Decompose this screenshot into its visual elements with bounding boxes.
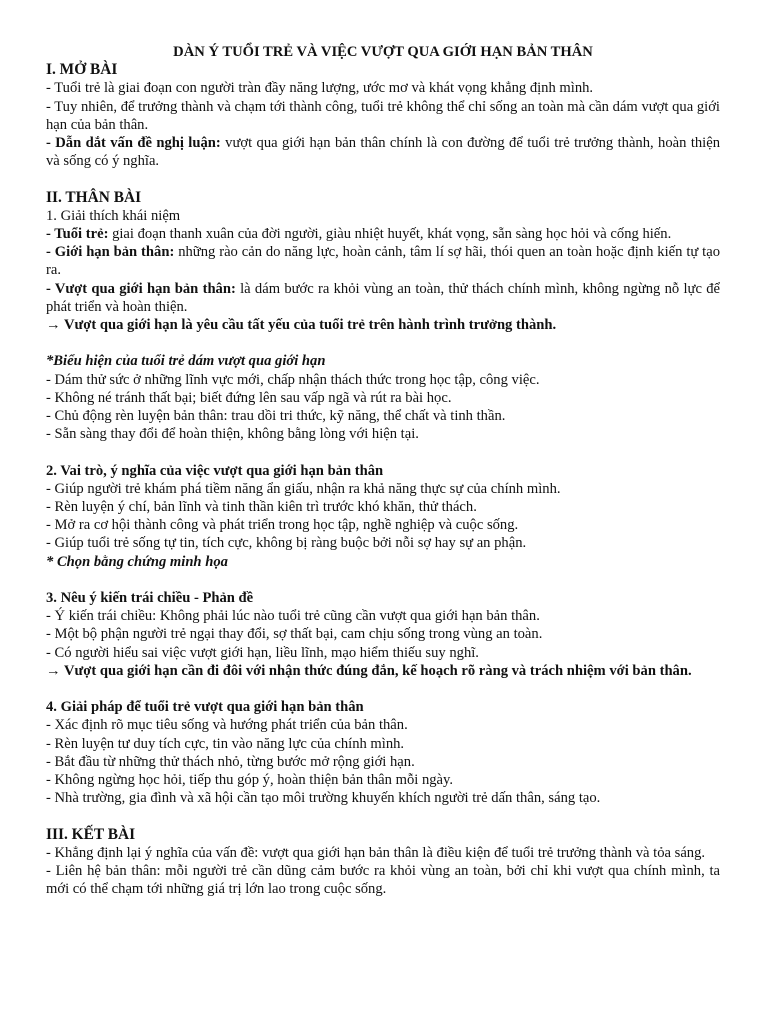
list-item: - Xác định rõ mục tiêu sống và hướng phát triển của bản thân.: [46, 717, 408, 734]
subsection-heading: *Biểu hiện của tuổi trẻ dám vượt qua giới hạn: [46, 353, 326, 370]
list-item: - Ý kiến trái chiều: Không phải lúc nào tuổi trẻ cũng cần vượt qua giới hạn bản thân.: [46, 608, 540, 625]
list-item: - Một bộ phận người trẻ ngại thay đổi, sợ thất bại, cam chịu sống trong vùng an toàn.: [46, 626, 543, 643]
paragraph: - Tuổi trẻ là giai đoạn con người tràn đầy năng lượng, ước mơ và khát vọng khẳng định mình.: [46, 80, 594, 97]
list-item: - Chủ động rèn luyện bản thân: trau dồi tri thức, kỹ năng, thể chất và tinh thần.: [46, 408, 506, 425]
list-item: - Rèn luyện tư duy tích cực, tin vào năng lực của chính mình.: [46, 735, 405, 752]
section-mo-bai: [46, 61, 720, 170]
conclusion-text: Vượt qua giới hạn là yêu cầu tất yếu của tuổi trẻ trên hành trình trưởng thành.: [60, 317, 557, 334]
list-item: - Không né tránh thất bại; biết đứng lên sau vấp ngã và rút ra bài học.: [46, 389, 452, 406]
list-item: - Không ngừng học hỏi, tiếp thu góp ý, hoàn thiện bản thân mỗi ngày.: [46, 772, 454, 789]
subsection-heading: 4. Giải pháp để tuổi trẻ vượt qua giới hạn bản thân: [46, 699, 364, 716]
list-item: - Rèn luyện ý chí, bản lĩnh và tinh thần kiên trì trước khó khăn, thử thách.: [46, 499, 477, 516]
spacer: [46, 334, 720, 352]
conclusion-text: Vượt qua giới hạn cần đi đôi với nhận thức đúng đắn, kế hoạch rõ ràng và trách nhiệm với bản thân.: [60, 662, 692, 679]
subsection-heading: 3. Nêu ý kiến trái chiều - Phản đề: [46, 590, 254, 607]
section-ket-bai: [46, 826, 720, 899]
spacer: [46, 571, 720, 589]
spacer: [46, 443, 720, 461]
paragraph: [46, 225, 720, 243]
document-title: DÀN Ý TUỔI TRẺ VÀ VIỆC VƯỢT QUA GIỚI HẠN BẢN THÂN: [173, 44, 593, 60]
paragraph-text: những rào cản do năng lực, hoàn cảnh, tâm lí sợ hãi, thói quen an toàn hoặc định kiến tự tạo ra.: [46, 244, 721, 279]
paragraph-text: vượt qua giới hạn bản thân chính là con đường để tuổi trẻ trưởng thành, hoàn thiện và sống có ý nghĩa.: [46, 135, 720, 170]
section-heading: I. MỞ BÀI: [46, 61, 118, 79]
paragraph: [46, 280, 720, 316]
list-item: - Giúp tuổi trẻ sống tự tin, tích cực, không bị ràng buộc bởi nỗi sợ hay sự an phận.: [46, 535, 527, 552]
bold-label: - Tuổi trẻ:: [46, 226, 109, 243]
list-item: - Dám thử sức ở những lĩnh vực mới, chấp nhận thách thức trong học tập, công việc.: [46, 371, 540, 388]
paragraph-text: là dám bước ra khỏi vùng an toàn, thử thách chính mình, không ngừng nỗ lực để phát triển và hoàn thiện.: [46, 280, 720, 315]
evidence-note: * Chọn bằng chứng minh họa: [46, 553, 228, 570]
list-item: - Sẵn sàng thay đổi để hoàn thiện, không bằng lòng với hiện tại.: [46, 426, 419, 443]
list-item: - Mở ra cơ hội thành công và phát triển trong học tập, nghề nghiệp và cuộc sống.: [46, 517, 519, 534]
bold-label: - Giới hạn bản thân:: [46, 244, 175, 261]
list-item: - Liên hệ bản thân: mỗi người trẻ cần dũng cảm bước ra khỏi vùng an toàn, bởi chỉ khi vượt qua chính mình, ta mới có thể chạm tới những giá trị lớn lao trong cuộc sống.: [46, 863, 720, 898]
paragraph-text: giai đoạn thanh xuân của đời người, giàu nhiệt huyết, khát vọng, sẵn sàng học hỏi và cống hiến.: [108, 226, 672, 243]
paragraph: [46, 243, 720, 279]
list-item: - Khẳng định lại ý nghĩa của vấn đề: vượt qua giới hạn bản thân là điều kiện để tuổi trẻ trưởng thành và tỏa sáng.: [46, 844, 706, 861]
subsection-heading: 1. Giải thích khái niệm: [46, 207, 181, 224]
list-item: - Nhà trường, gia đình và xã hội cần tạo môi trường khuyến khích người trẻ dấn thân, sáng tạo.: [46, 790, 601, 807]
list-item: - Giúp người trẻ khám phá tiềm năng ẩn giấu, nhận ra khả năng thực sự của chính mình.: [46, 480, 561, 497]
list-item: - Bắt đầu từ những thử thách nhỏ, từng bước mở rộng giới hạn.: [46, 753, 415, 770]
spacer: [46, 807, 720, 825]
spacer: [46, 170, 720, 188]
paragraph: [46, 134, 720, 170]
conclusion-line: [46, 662, 720, 680]
conclusion-line: [46, 316, 720, 334]
section-heading: II. THÂN BÀI: [46, 188, 142, 206]
document-page: [46, 43, 720, 898]
spacer: [46, 680, 720, 698]
section-heading: III. KẾT BÀI: [46, 825, 136, 843]
paragraph: - Tuy nhiên, để trưởng thành và chạm tới thành công, tuổi trẻ không thể chỉ sống an toàn mà cần dám vượt qua giới hạn của bản thân.: [46, 98, 720, 133]
bold-label: - Dẫn dắt vấn đề nghị luận:: [46, 135, 221, 152]
bold-label: - Vượt qua giới hạn bản thân:: [46, 280, 236, 297]
arrow-icon: →: [46, 317, 61, 334]
list-item: - Có người hiểu sai việc vượt giới hạn, liều lĩnh, mạo hiểm thiếu suy nghĩ.: [46, 644, 479, 661]
arrow-icon: →: [46, 662, 61, 679]
subsection-heading: 2. Vai trò, ý nghĩa của việc vượt qua giới hạn bản thân: [46, 462, 384, 479]
section-than-bai: [46, 189, 720, 808]
